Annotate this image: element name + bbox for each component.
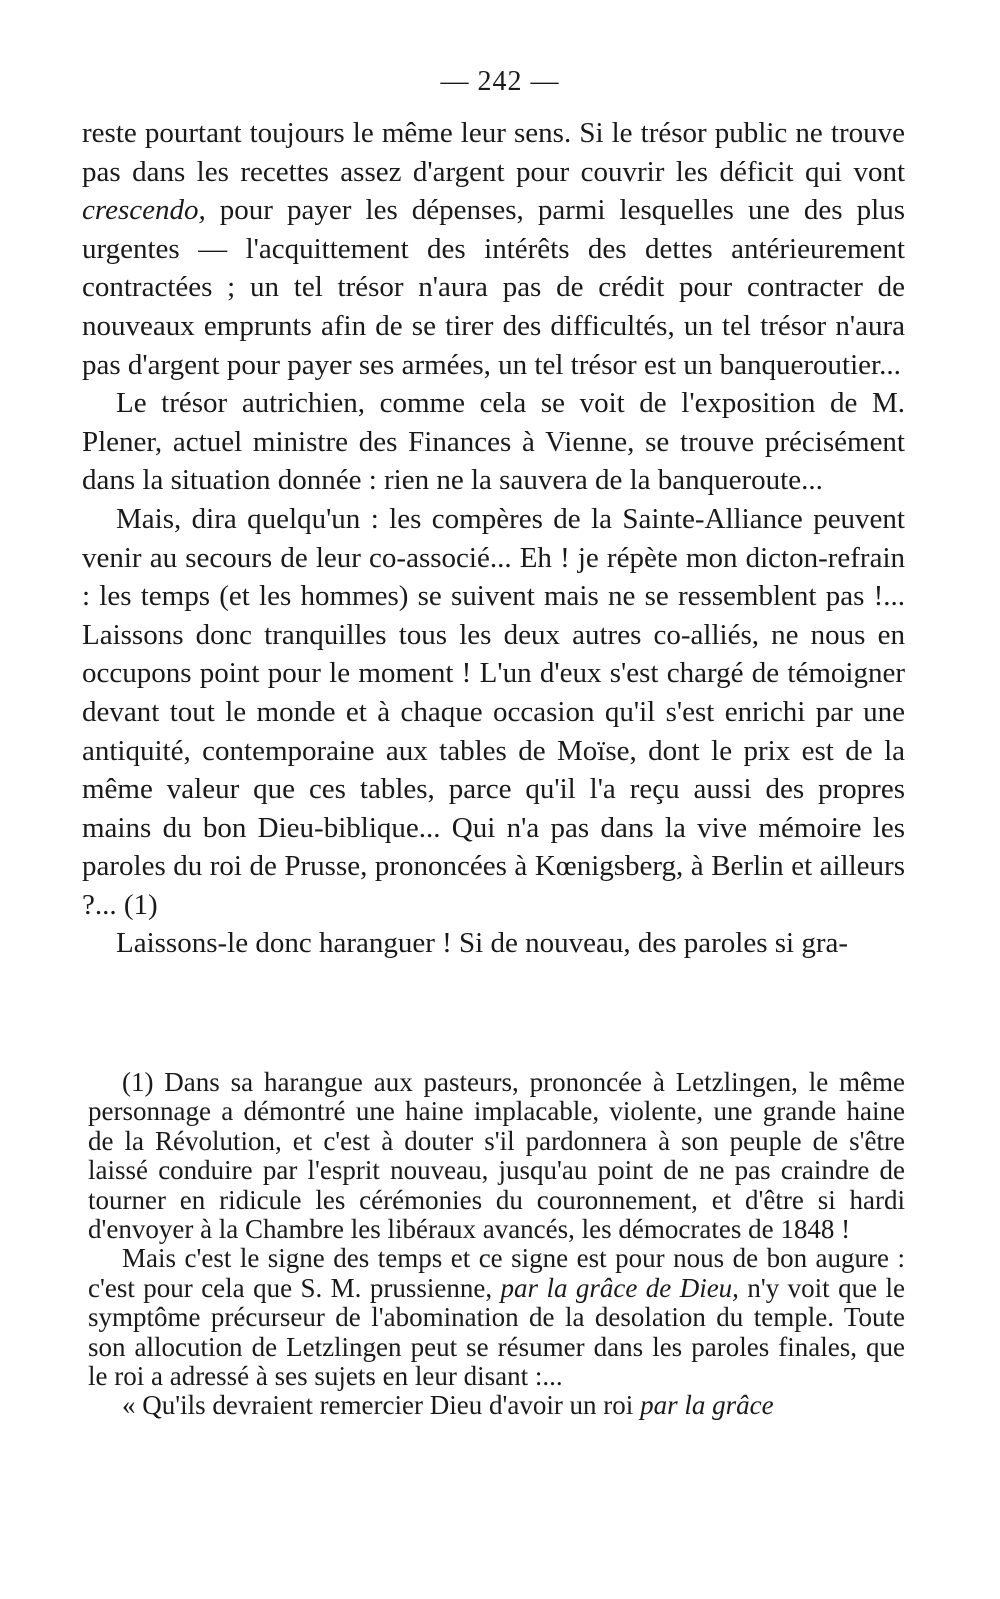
footnote-2 xyxy=(88,1244,905,1391)
footnote-3-text: « Qu'ils devraient remercier Dieu d'avoir un roi xyxy=(122,1390,641,1421)
footnote-1: (1) Dans sa harangue aux pasteurs, prononcée à Letzlingen, le même personnage a démontré une haine implacable, violente, une grande haine de la Révolution, et c'est à douter s'il pardonnera à son peuple de s'être laissé conduire par l'esprit nouveau, jusqu'au point de ne pas craindre de tourner en ridicule les cérémonies du couronnement, et d'être si hardi d'envoyer à la Chambre les libéraux avancés, les démocrates de 1848 ! xyxy=(88,1067,905,1245)
footnote-2-text: Mais c'est le signe des temps et ce signe est pour nous de bon augure : c'est pour cela que S. M. prussienne, xyxy=(88,1243,905,1303)
paragraph-1 xyxy=(82,114,905,384)
paragraph-4: Laissons-le donc haranguer ! Si de nouveau, des paroles si gra- xyxy=(116,927,849,960)
main-text xyxy=(82,114,905,963)
page-number: — 242 — xyxy=(440,66,560,97)
paragraph-1-text: reste pourtant toujours le même leur sens. Si le trésor public ne trouve pas dans les recettes assez d'argent pour couvrir les déficit qui vont xyxy=(82,117,905,188)
paragraph-1-rest: pour payer les dépenses, parmi lesquelles une des plus urgentes — l'acquittement des intérêts des dettes antérieurement contractées ; un tel trésor n'aura pas de crédit pour contracter de nouveaux emprunts afin de se tirer des difficultés, un tel trésor n'aura pas d'argent pour payer ses armées, un tel trésor est un banqueroutier... xyxy=(82,194,905,381)
paragraph-2: Le trésor autrichien, comme cela se voit de l'exposition de M. Plener, actuel ministre des Finances à Vienne, se trouve précisément dans la situation donnée : rien ne la sauvera de la banqueroute... xyxy=(82,387,905,497)
footnote-3 xyxy=(88,1391,905,1420)
footnote-3-italic: par la grâce xyxy=(640,1390,774,1421)
paragraph-1-italic: crescendo, xyxy=(82,194,206,227)
footnotes xyxy=(88,1068,905,1421)
paragraph-3: Mais, dira quelqu'un : les compères de la Sainte-Alliance peuvent venir au secours de leur co-associé... Eh ! je répète mon dicton-refrain : les temps (et les hommes) se suivent mais ne se ressemblent pas !... Laissons donc tranquilles tous les deux autres co-alliés, ne nous en occupons point pour le moment ! L'un d'eux s'est chargé de témoigner devant tout le monde et à chaque occasion qu'il s'est enrichi par une antiquité, contemporaine aux tables de Moïse, dont le prix est de la même valeur que ces tables, parce qu'il l'a reçu aussi des propres mains du bon Dieu-biblique... Qui n'a pas dans la vive mémoire les paroles du roi de Prusse, prononcées à Kœnigsberg, à Berlin et ailleurs ?... (1) xyxy=(82,502,905,921)
footnote-2-italic: par la grâce de Dieu, xyxy=(500,1272,739,1303)
footnote-2-rest: n'y voit que le symptôme précurseur de l'abomination de la desolation du temple. Toute son allocution de Letzlingen peut se résumer dans les paroles finales, que le roi a adressé à ses sujets en leur disant :... xyxy=(88,1272,905,1392)
